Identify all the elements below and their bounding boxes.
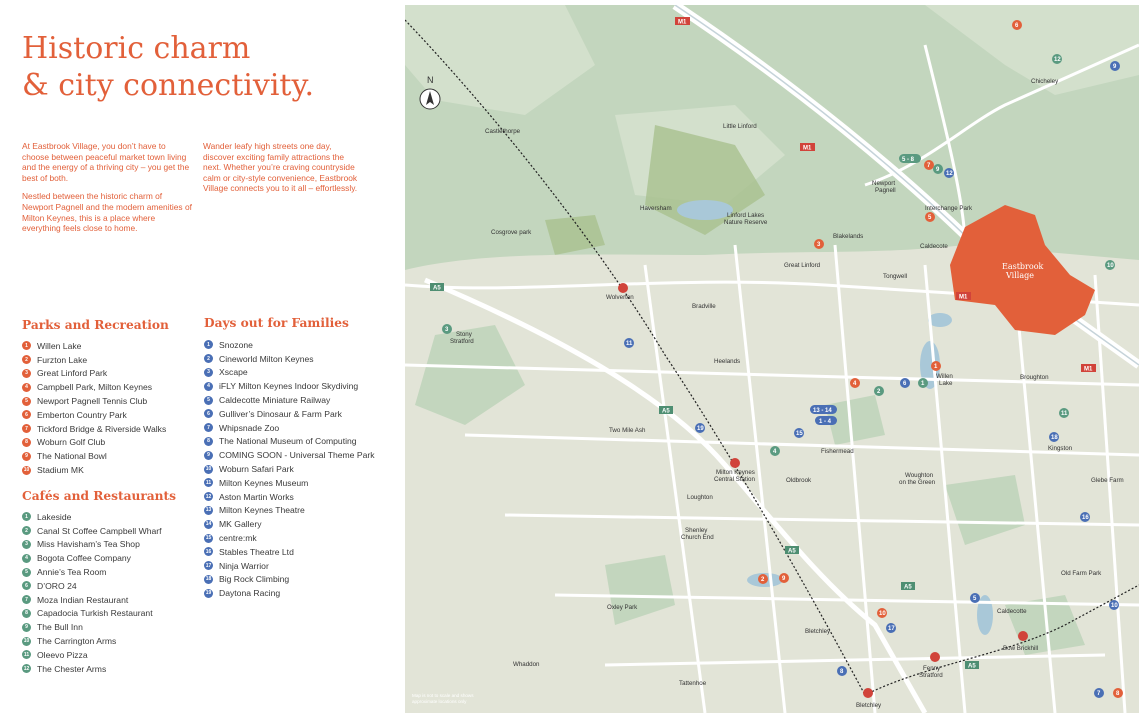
svg-text:7: 7 xyxy=(1097,691,1101,697)
cafes-item-label: Annie’s Tea Room xyxy=(37,567,107,578)
families-number-badge: 3 xyxy=(204,368,213,377)
cafes-item xyxy=(22,648,162,662)
families-item-label: MK Gallery xyxy=(219,519,262,530)
svg-text:Stony: Stony xyxy=(456,331,472,338)
parks-number-badge: 6 xyxy=(22,410,31,419)
cafes-heading: Cafés and Restaurants xyxy=(22,489,177,503)
parks-number-badge: 1 xyxy=(22,341,31,350)
svg-text:Fenny: Fenny xyxy=(923,665,941,672)
cafes-item xyxy=(22,620,162,634)
families-number-badge: 11 xyxy=(205,479,212,486)
svg-text:A5: A5 xyxy=(433,285,441,292)
cafes-item-label: Lakeside xyxy=(37,511,72,522)
parks-item-label: Furzton Lake xyxy=(37,354,88,365)
families-number-badge: 7 xyxy=(204,423,213,432)
svg-text:15: 15 xyxy=(796,431,803,437)
svg-text:8: 8 xyxy=(1116,691,1120,697)
svg-text:6: 6 xyxy=(903,381,907,387)
families-number-badge: 1 xyxy=(204,340,213,349)
families-item xyxy=(204,379,375,393)
map-disclaimer-2: approximate locations only xyxy=(412,699,467,704)
svg-text:4: 4 xyxy=(853,381,857,387)
families-item xyxy=(204,435,375,449)
families-number-badge: 8 xyxy=(204,437,213,446)
families-item xyxy=(204,545,375,559)
families-item-label: Cineworld Milton Keynes xyxy=(219,353,314,364)
parks-item-label: Willen Lake xyxy=(37,340,82,351)
svg-text:Oldbrook: Oldbrook xyxy=(786,477,812,484)
families-number-badge: 6 xyxy=(204,409,213,418)
svg-text:on the Green: on the Green xyxy=(899,479,936,486)
svg-text:2: 2 xyxy=(877,389,881,395)
svg-text:8: 8 xyxy=(840,669,844,675)
parks-list xyxy=(22,339,166,477)
svg-text:M1: M1 xyxy=(803,145,812,152)
parks-number-badge: 10 xyxy=(23,467,30,474)
families-number-badge: 13 xyxy=(205,507,212,514)
parks-item-label: Newport Pagnell Tennis Club xyxy=(37,396,148,407)
svg-text:M1: M1 xyxy=(1084,366,1093,373)
svg-text:A5: A5 xyxy=(788,548,796,555)
intro-column-left xyxy=(22,141,194,242)
families-item xyxy=(204,407,375,421)
parks-item-label: Emberton Country Park xyxy=(37,409,127,420)
parks-number-badge: 2 xyxy=(22,355,31,364)
intro-paragraph-1: At Eastbrook Village, you don’t have to choose between peaceful market town living and the energy of a thriving city – you get the best of both. xyxy=(22,141,190,183)
svg-text:Glebe Farm: Glebe Farm xyxy=(1091,477,1124,484)
cafes-item xyxy=(22,538,162,552)
families-item xyxy=(204,504,375,518)
parks-item-label: Campbell Park, Milton Keynes xyxy=(37,382,153,393)
families-item-label: Milton Keynes Theatre xyxy=(219,505,305,516)
families-list xyxy=(204,338,375,600)
svg-text:Heelands: Heelands xyxy=(714,358,741,365)
svg-text:Church End: Church End xyxy=(681,534,714,541)
svg-text:Shenley: Shenley xyxy=(685,527,708,534)
families-item xyxy=(204,490,375,504)
parks-item-label: Woburn Golf Club xyxy=(37,437,106,448)
cafes-item-label: The Carrington Arms xyxy=(37,636,117,647)
cafes-item xyxy=(22,579,162,593)
svg-text:Bow Brickhill: Bow Brickhill xyxy=(1003,645,1039,652)
parks-item xyxy=(22,408,166,422)
cafes-item-label: Capadocia Turkish Restaurant xyxy=(37,608,153,619)
intro-paragraph-2: Nestled between the historic charm of Newport Pagnell and the modern amenities of Milton Keynes, this is a place where everything feels close to home. xyxy=(22,191,192,234)
cafes-item-label: Canal St Coffee Campbell Wharf xyxy=(37,525,162,536)
svg-text:A5: A5 xyxy=(662,408,670,415)
svg-text:Fishermead: Fishermead xyxy=(821,448,854,455)
svg-text:Milton Keynes: Milton Keynes xyxy=(716,469,755,476)
svg-text:Oxley Park: Oxley Park xyxy=(607,604,638,611)
cafes-item-label: Bogota Coffee Company xyxy=(37,553,131,564)
svg-text:A5: A5 xyxy=(968,663,976,670)
svg-text:Whaddon: Whaddon xyxy=(513,661,540,668)
linford-lakes-water xyxy=(677,200,733,220)
svg-text:Little Linford: Little Linford xyxy=(723,123,757,130)
cafes-item xyxy=(22,607,162,621)
svg-text:Linford Lakes: Linford Lakes xyxy=(727,212,765,219)
area-map[interactable] xyxy=(405,5,1139,713)
families-heading: Days out for Families xyxy=(204,316,349,330)
svg-text:A5: A5 xyxy=(904,584,912,591)
svg-text:M1: M1 xyxy=(678,19,687,26)
parks-heading: Parks and Recreation xyxy=(22,318,169,332)
svg-text:3: 3 xyxy=(445,327,449,333)
families-item xyxy=(204,476,375,490)
families-item xyxy=(204,393,375,407)
svg-text:Interchange Park: Interchange Park xyxy=(925,205,973,212)
families-item-label: Ninja Warrior xyxy=(219,560,269,571)
parks-item-label: Great Linford Park xyxy=(37,368,108,379)
svg-text:10: 10 xyxy=(879,611,886,617)
families-number-badge: 10 xyxy=(205,466,212,473)
svg-text:Lake: Lake xyxy=(939,380,953,387)
svg-text:Bletchley: Bletchley xyxy=(805,628,831,635)
families-number-badge: 5 xyxy=(204,396,213,405)
families-item xyxy=(204,338,375,352)
families-number-badge: 9 xyxy=(204,451,213,460)
svg-text:Caldecotte: Caldecotte xyxy=(997,608,1027,615)
map-svg xyxy=(405,5,1139,713)
svg-text:Two Mile Ash: Two Mile Ash xyxy=(609,427,646,434)
cafes-number-badge: 8 xyxy=(22,609,31,618)
parks-item-label: The National Bowl xyxy=(37,451,107,462)
families-number-badge: 18 xyxy=(205,576,212,583)
cafes-number-badge: 2 xyxy=(22,526,31,535)
svg-text:M1: M1 xyxy=(959,294,968,301)
families-item xyxy=(204,448,375,462)
families-item-label: Xscape xyxy=(219,367,248,378)
svg-text:Nature Reserve: Nature Reserve xyxy=(724,219,768,226)
families-number-badge: 19 xyxy=(205,590,212,597)
cafes-item xyxy=(22,551,162,565)
parks-item xyxy=(22,380,166,394)
svg-text:Tattenhoe: Tattenhoe xyxy=(679,680,707,687)
svg-text:Wolverton: Wolverton xyxy=(606,294,634,301)
cafes-item xyxy=(22,593,162,607)
families-item-label: Whipsnade Zoo xyxy=(219,422,280,433)
svg-text:9: 9 xyxy=(1113,64,1117,70)
cafes-item-label: Miss Havisham’s Tea Shop xyxy=(37,539,140,550)
cafes-item-label: The Bull Inn xyxy=(37,622,83,633)
svg-text:Caldecote: Caldecote xyxy=(920,243,948,250)
parks-number-badge: 9 xyxy=(22,452,31,461)
svg-text:9: 9 xyxy=(782,576,786,582)
cafes-item-label: The Chester Arms xyxy=(37,663,107,674)
families-number-badge: 16 xyxy=(205,548,212,555)
svg-text:12: 12 xyxy=(1054,57,1061,63)
svg-text:Stratford: Stratford xyxy=(919,672,943,679)
svg-text:Kingston: Kingston xyxy=(1048,445,1073,452)
cafes-number-badge: 12 xyxy=(23,665,30,672)
svg-text:1: 1 xyxy=(934,364,938,370)
cafes-number-badge: 10 xyxy=(23,638,30,645)
svg-text:5: 5 xyxy=(928,215,932,221)
cafes-number-badge: 11 xyxy=(23,651,30,658)
families-item-label: Stables Theatre Ltd xyxy=(219,546,294,557)
cafes-number-badge: 9 xyxy=(22,623,31,632)
svg-text:5 - 8: 5 - 8 xyxy=(902,157,915,163)
families-item-label: Caldecotte Miniature Railway xyxy=(219,395,331,406)
parks-item xyxy=(22,339,166,353)
families-item xyxy=(204,421,375,435)
svg-text:Chicheley: Chicheley xyxy=(1031,78,1059,85)
families-item xyxy=(204,366,375,380)
svg-text:7: 7 xyxy=(927,163,931,169)
cafes-item-label: Moza Indian Restaurant xyxy=(37,594,129,605)
families-item xyxy=(204,352,375,366)
svg-text:13 - 14: 13 - 14 xyxy=(813,408,832,414)
svg-text:9: 9 xyxy=(936,167,940,173)
families-item-label: Snozone xyxy=(219,339,253,350)
families-number-badge: 12 xyxy=(205,493,212,500)
svg-text:1 - 4: 1 - 4 xyxy=(819,419,832,425)
map-disclaimer-1: Map is not to scale and shows xyxy=(412,693,474,698)
svg-text:Cosgrove park: Cosgrove park xyxy=(491,229,532,236)
cafes-item xyxy=(22,634,162,648)
families-item-label: Daytona Racing xyxy=(219,588,281,599)
svg-text:10: 10 xyxy=(1111,603,1118,609)
cafes-item xyxy=(22,662,162,676)
parks-item xyxy=(22,422,166,436)
parks-item xyxy=(22,436,166,450)
svg-text:1: 1 xyxy=(921,381,925,387)
svg-text:11: 11 xyxy=(626,341,633,347)
svg-text:Blakelands: Blakelands xyxy=(833,233,864,240)
parks-item-label: Tickford Bridge & Riverside Walks xyxy=(37,423,167,434)
cafes-item-label: Oleevo Pizza xyxy=(37,649,88,660)
cafes-item xyxy=(22,565,162,579)
families-item-label: The National Museum of Computing xyxy=(219,436,357,447)
svg-text:5: 5 xyxy=(973,596,977,602)
svg-text:3: 3 xyxy=(817,242,821,248)
parks-number-badge: 5 xyxy=(22,397,31,406)
families-number-badge: 17 xyxy=(205,562,212,569)
families-item-label: COMING SOON - Universal Theme Park xyxy=(219,450,375,461)
cafes-number-badge: 7 xyxy=(22,595,31,604)
eastbrook-label-1: Eastbrook xyxy=(1002,262,1044,271)
parks-item xyxy=(22,463,166,477)
svg-text:12: 12 xyxy=(946,171,953,177)
parks-number-badge: 4 xyxy=(22,383,31,392)
cafes-number-badge: 1 xyxy=(22,512,31,521)
svg-text:Broughton: Broughton xyxy=(1020,374,1049,381)
svg-text:Old Farm Park: Old Farm Park xyxy=(1061,570,1102,577)
cafes-number-badge: 4 xyxy=(22,554,31,563)
parks-number-badge: 3 xyxy=(22,369,31,378)
cafes-number-badge: 6 xyxy=(22,581,31,590)
svg-text:Castlethorpe: Castlethorpe xyxy=(485,128,521,135)
intro-column-right xyxy=(203,141,359,202)
svg-text:Central Station: Central Station xyxy=(714,476,755,483)
svg-text:Woughton: Woughton xyxy=(905,472,934,479)
families-item-label: centre:mk xyxy=(219,533,257,544)
svg-text:Great Linford: Great Linford xyxy=(784,262,821,269)
parks-item xyxy=(22,394,166,408)
svg-text:Bradville: Bradville xyxy=(692,303,716,310)
page-title: Historic charm & city connectivity. xyxy=(22,31,314,103)
svg-text:4: 4 xyxy=(773,449,777,455)
svg-text:11: 11 xyxy=(1061,411,1068,417)
cafes-list xyxy=(22,510,162,676)
families-number-badge: 14 xyxy=(205,521,212,528)
parks-item-label: Stadium MK xyxy=(37,465,84,476)
families-number-badge: 4 xyxy=(204,382,213,391)
families-item xyxy=(204,559,375,573)
svg-text:19: 19 xyxy=(697,426,704,432)
families-item xyxy=(204,531,375,545)
svg-text:Bletchley: Bletchley xyxy=(856,702,882,709)
families-item-label: Woburn Safari Park xyxy=(219,464,294,475)
cafes-number-badge: 3 xyxy=(22,540,31,549)
families-item-label: iFLY Milton Keynes Indoor Skydiving xyxy=(219,381,359,392)
svg-text:Pagnell: Pagnell xyxy=(875,187,896,194)
families-number-badge: 2 xyxy=(204,354,213,363)
svg-text:Haversham: Haversham xyxy=(640,205,672,212)
families-item xyxy=(204,573,375,587)
parks-number-badge: 7 xyxy=(22,424,31,433)
svg-text:Stratford: Stratford xyxy=(450,338,474,345)
parks-item xyxy=(22,353,166,367)
intro-paragraph-3: Wander leafy high streets one day, discover exciting family attractions the next. Whether you’re craving countryside calm or city-style convenience, Eastbrook Village connects you to it all – effortlessly. xyxy=(203,141,358,194)
parks-item xyxy=(22,449,166,463)
families-item-label: Aston Martin Works xyxy=(219,491,294,502)
parks-number-badge: 8 xyxy=(22,438,31,447)
families-item-label: Gulliver’s Dinosaur & Farm Park xyxy=(219,408,342,419)
parks-item xyxy=(22,367,166,381)
families-item-label: Milton Keynes Museum xyxy=(219,477,309,488)
svg-text:Tongwell: Tongwell xyxy=(883,273,908,280)
eastbrook-label-2: Village xyxy=(1006,271,1034,280)
svg-text:16: 16 xyxy=(1082,515,1089,521)
north-label: N xyxy=(427,75,434,85)
families-item xyxy=(204,517,375,531)
families-item xyxy=(204,462,375,476)
svg-text:Willen: Willen xyxy=(936,373,953,380)
info-panel xyxy=(0,0,400,719)
cafes-item xyxy=(22,524,162,538)
svg-text:Newport: Newport xyxy=(872,180,896,187)
svg-text:18: 18 xyxy=(1051,435,1058,441)
svg-text:10: 10 xyxy=(1107,263,1114,269)
svg-text:6: 6 xyxy=(1015,23,1019,29)
cafes-number-badge: 5 xyxy=(22,568,31,577)
svg-text:Loughton: Loughton xyxy=(687,494,713,501)
families-number-badge: 15 xyxy=(205,535,212,542)
cafes-item xyxy=(22,510,162,524)
families-item-label: Big Rock Climbing xyxy=(219,574,290,585)
svg-text:2: 2 xyxy=(761,577,765,583)
cafes-item-label: D’ORO 24 xyxy=(37,580,77,591)
svg-text:17: 17 xyxy=(888,626,895,632)
families-item xyxy=(204,586,375,600)
